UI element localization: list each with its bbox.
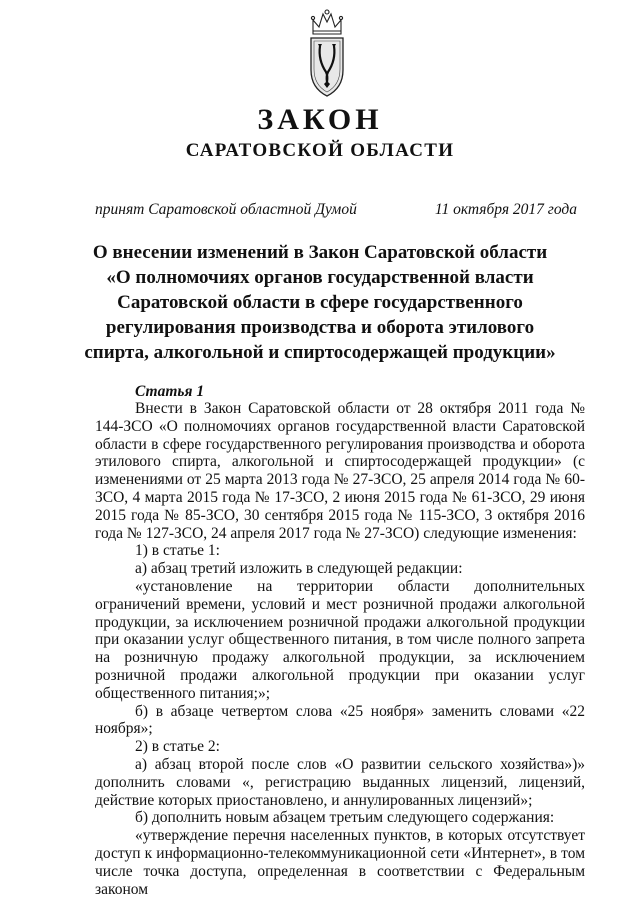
heading-line: «О полномочиях органов государственной власти <box>106 267 534 288</box>
heading-line: регулирования производства и оборота этилового <box>105 317 535 338</box>
heading-line: спирта, алкогольной и спиртосодержащей продукции» <box>84 342 556 363</box>
paragraph: «установление на территории области дополнительных ограничений времени, условий и мест розничной продажи алкогольной продукции, за исключением розничной продажи алкогольной продукции при оказании услуг общественного питания, в том числе полного запрета на розничную продажу алкогольной продукции, за исключением розничной продажи алкогольной продукции при оказании услуг общественного питания;»; <box>95 577 585 702</box>
law-heading <box>60 240 580 365</box>
heading-line: О внесении изменений в Закон Саратовской области <box>92 242 548 263</box>
paragraph: Внести в Закон Саратовской области от 28 октября 2011 года № 144-ЗСО «О полномочиях органов государственной власти Саратовской области в сфере государственного регулирования производства и оборота этилового спирта, алкогольной и спиртосодержащей продукции» (с изменениями от 25 марта 2013 года № 27-ЗСО, 25 апреля 2014 года № 60-ЗСО, 4 марта 2015 года № 17-ЗСО, 2 июня 2015 года № 61-ЗСО, 29 июня 2015 года № 85-ЗСО, 30 сентября 2015 года № 115-ЗСО, 3 октября 2016 года № 127-ЗСО, 24 апреля 2017 года № 27-ЗСО) следующие изменения: <box>95 400 585 542</box>
adopted-date: 11 октября 2017 года <box>434 201 577 218</box>
paragraph: а) абзац второй после слов «О развитии сельского хозяйства»)» дополнить словами «, регистрацию выданных лицензий, лицензий, действие которых приостановлено, и аннулированных лицензий»; <box>95 755 585 809</box>
article-body <box>95 400 585 898</box>
region-name: САРАТОВСКОЙ ОБЛАСТИ <box>185 140 455 161</box>
adopted-by: принят Саратовской областной Думой <box>95 201 357 218</box>
saratov-coat-of-arms-icon <box>305 8 349 98</box>
article-title: Статья 1 <box>135 383 205 400</box>
heading-line: Саратовской области в сфере государственного <box>117 292 523 313</box>
paragraph: «утверждение перечня населенных пунктов, в которых отсутствует доступ к информационно-телекоммуникационной сети «Интернет», в том числе точка доступа, определенная в соответствии с Федеральным законом <box>95 827 585 898</box>
paragraph: б) дополнить новым абзацем третьим следующего содержания: <box>135 809 555 827</box>
paragraph: 2) в статье 2: <box>135 738 220 756</box>
paragraph: а) абзац третий изложить в следующей редакции: <box>135 560 463 578</box>
paragraph: 1) в статье 1: <box>135 542 220 560</box>
law-title: ЗАКОН <box>257 103 383 136</box>
paragraph: б) в абзаце четвертом слова «25 ноября» заменить словами «22 ноября»; <box>95 702 585 738</box>
